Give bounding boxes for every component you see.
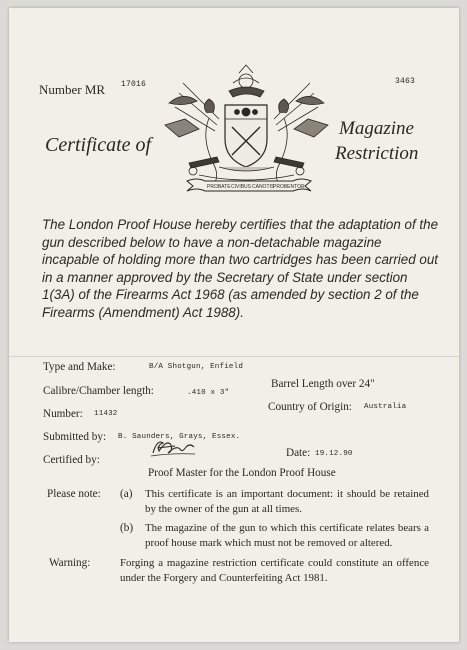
certified-label: Certified by:: [43, 454, 100, 466]
proof-master-line: Proof Master for the London Proof House: [148, 467, 336, 479]
warning-label: Warning:: [49, 557, 91, 569]
note-a-text: This certificate is an important document: it should be retained by the owner of the gun at all times.: [145, 488, 429, 515]
country-label: Country of Origin:: [268, 401, 352, 413]
motto-word-1: PROBATE: [207, 184, 231, 190]
title-left: Certificate of: [45, 134, 152, 156]
type-make-value: B/A Shotgun, Enfield: [149, 363, 244, 371]
ref-number: 3463: [395, 77, 416, 86]
date-value: 19.12.90: [315, 450, 353, 458]
title-right-line1: Magazine: [339, 118, 414, 139]
coat-of-arms-emblem: [159, 63, 334, 203]
note-a-marker: (a): [120, 488, 133, 500]
warning-text: Forging a magazine restriction certificate could constitute an offence under the Forgery and Counterfeiting Act 1981.: [120, 557, 429, 584]
number-field-value: 11432: [94, 410, 118, 418]
signature-image: [149, 437, 199, 459]
note-b-text: The magazine of the gun to which this certificate relates bears a proof house mark which must not be removed or altered.: [145, 522, 429, 549]
note-b-marker: (b): [120, 522, 134, 534]
please-note-label: Please note:: [47, 488, 101, 500]
submitted-value: B. Saunders, Grays, Essex.: [118, 433, 241, 441]
paper-fold: [9, 356, 459, 357]
calibre-value: .410 x 3": [187, 389, 230, 397]
type-make-label: Type and Make:: [43, 361, 116, 373]
number-label: Number MR: [39, 82, 106, 97]
calibre-label: Calibre/Chamber length:: [43, 385, 154, 397]
intro-paragraph: The London Proof House hereby certifies that the adaptation of the gun described below to have a non-detachable magazine incapable of holding more than two cartridges has been carried out in a manner approved by the Secretary of State under section 1(3A) of the Firearms Act 1968 (as amended by section 2 of the Firearms (Amendment) Act 1988).: [42, 217, 439, 320]
certificate-paper: [9, 8, 459, 642]
date-label: Date:: [286, 447, 311, 459]
submitted-label: Submitted by:: [43, 431, 107, 443]
number-value: 17016: [121, 80, 147, 89]
motto-word-2: CIVIBUS: [231, 184, 252, 190]
country-value: Australia: [364, 403, 407, 411]
motto-word-3: CANOTIS: [252, 184, 275, 190]
number-field-label: Number:: [43, 408, 83, 420]
barrel-length-label: Barrel Length over 24": [271, 378, 375, 390]
motto-word-4: PROBENTOR: [273, 184, 305, 190]
title-right-line2: Restriction: [335, 143, 419, 164]
